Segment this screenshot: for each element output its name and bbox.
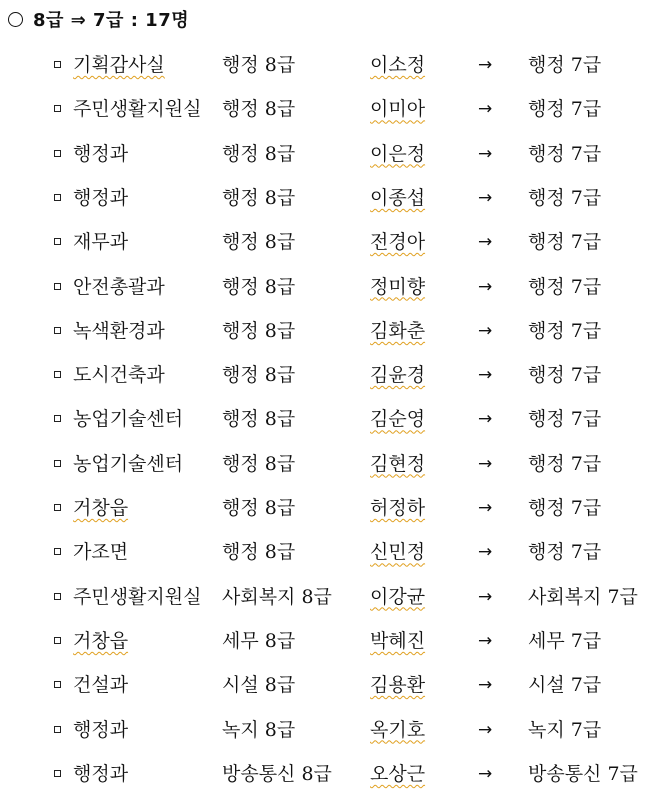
employee-name: 이강균 (370, 585, 426, 608)
promoted-grade: 행정 7급 (528, 408, 602, 431)
arrow-icon: → (478, 675, 493, 696)
department-label: 거창읍 (73, 497, 129, 519)
current-grade: 행정 8급 (222, 231, 296, 254)
list-item (0, 715, 670, 745)
employee-name: 신민정 (370, 541, 426, 564)
promoted-grade: 시설 7급 (528, 674, 602, 697)
current-grade: 행정 8급 (222, 186, 296, 209)
current-grade: 행정 8급 (222, 98, 296, 121)
promoted-grade: 행정 7급 (528, 364, 602, 387)
employee-name: 전경아 (370, 231, 426, 254)
department-label: 주민생활지원실 (73, 585, 202, 608)
employee-name: 김용환 (370, 674, 426, 697)
current-grade: 녹지 8급 (222, 718, 296, 741)
employee-name: 김현정 (370, 452, 426, 475)
heading-text: 8급 ⇒ 7급 : 17명 (33, 10, 190, 31)
list-item (0, 139, 670, 169)
employee-name: 이미아 (370, 98, 426, 121)
arrow-icon: → (478, 99, 493, 120)
arrow-icon: → (478, 187, 493, 208)
department-label: 농업기술센터 (73, 408, 184, 431)
arrow-icon: → (478, 630, 493, 651)
list-item (0, 360, 670, 390)
department-label: 안전총괄과 (73, 275, 165, 298)
department-label: 기획감사실 (73, 54, 165, 76)
current-grade: 행정 8급 (222, 364, 296, 387)
small-square-icon (54, 637, 61, 644)
small-square-icon (54, 460, 61, 467)
department-label: 거창읍 (73, 629, 129, 652)
current-grade: 시설 8급 (222, 674, 296, 697)
promoted-grade: 행정 7급 (528, 186, 602, 209)
employee-name: 옥기호 (370, 718, 426, 741)
department-label: 주민생활지원실 (73, 98, 202, 121)
list-item (0, 582, 670, 612)
employee-name: 이소정 (370, 54, 426, 76)
small-square-icon (54, 726, 61, 733)
small-square-icon (54, 504, 61, 511)
current-grade: 행정 8급 (222, 54, 296, 76)
current-grade: 행정 8급 (222, 275, 296, 298)
small-square-icon (54, 415, 61, 422)
small-square-icon (54, 593, 61, 600)
current-grade: 행정 8급 (222, 452, 296, 475)
list-item (0, 537, 670, 567)
employee-name: 김윤경 (370, 364, 426, 387)
arrow-icon: → (478, 453, 493, 474)
small-square-icon (54, 105, 61, 112)
department-label: 행정과 (73, 186, 129, 209)
employee-name: 오상근 (370, 762, 426, 785)
promoted-grade: 행정 7급 (528, 142, 602, 165)
promoted-grade: 행정 7급 (528, 231, 602, 254)
arrow-icon: → (478, 276, 493, 297)
department-label: 행정과 (73, 142, 129, 165)
promoted-grade: 행정 7급 (528, 541, 602, 564)
promoted-grade: 행정 7급 (528, 275, 602, 298)
arrow-icon: → (478, 498, 493, 518)
arrow-icon: → (478, 143, 493, 164)
arrow-icon: → (478, 763, 493, 784)
hollow-circle-icon (8, 12, 23, 27)
promoted-grade: 사회복지 7급 (528, 585, 638, 608)
arrow-icon: → (478, 542, 493, 563)
section-heading (8, 6, 189, 32)
department-label: 농업기술센터 (73, 452, 184, 475)
department-label: 도시건축과 (73, 364, 165, 387)
small-square-icon (54, 283, 61, 290)
department-label: 녹색환경과 (73, 319, 165, 342)
arrow-icon: → (478, 320, 493, 341)
list-item (0, 626, 670, 656)
current-grade: 방송통신 8급 (222, 762, 332, 785)
department-label: 행정과 (73, 762, 129, 785)
small-square-icon (54, 371, 61, 378)
list-item (0, 272, 670, 302)
small-square-icon (54, 238, 61, 245)
current-grade: 행정 8급 (222, 142, 296, 165)
department-label: 가조면 (73, 541, 129, 564)
list-item (0, 759, 670, 789)
list-item (0, 316, 670, 346)
promoted-grade: 방송통신 7급 (528, 762, 638, 785)
current-grade: 행정 8급 (222, 408, 296, 431)
arrow-icon: → (478, 55, 493, 75)
list-item (0, 227, 670, 257)
arrow-icon: → (478, 232, 493, 253)
employee-name: 이종섭 (370, 186, 426, 209)
arrow-icon: → (478, 586, 493, 607)
department-label: 행정과 (73, 718, 129, 741)
small-square-icon (54, 770, 61, 777)
small-square-icon (54, 327, 61, 334)
employee-name: 허정하 (370, 497, 426, 519)
promoted-grade: 세무 7급 (528, 629, 602, 652)
list-item (0, 183, 670, 213)
small-square-icon (54, 194, 61, 201)
employee-name: 김화춘 (370, 319, 426, 342)
employee-name: 이은정 (370, 142, 426, 165)
promoted-grade: 행정 7급 (528, 497, 602, 519)
promoted-grade: 행정 7급 (528, 319, 602, 342)
employee-name: 박혜진 (370, 629, 426, 652)
promoted-grade: 행정 7급 (528, 54, 602, 76)
list-item (0, 50, 670, 80)
current-grade: 행정 8급 (222, 497, 296, 519)
promoted-grade: 녹지 7급 (528, 718, 602, 741)
department-label: 재무과 (73, 231, 129, 254)
arrow-icon: → (478, 409, 493, 430)
current-grade: 세무 8급 (222, 629, 296, 652)
promoted-grade: 행정 7급 (528, 98, 602, 121)
small-square-icon (54, 61, 61, 68)
small-square-icon (54, 548, 61, 555)
promoted-grade: 행정 7급 (528, 452, 602, 475)
current-grade: 행정 8급 (222, 319, 296, 342)
list-item (0, 449, 670, 479)
small-square-icon (54, 681, 61, 688)
list-item (0, 493, 670, 523)
small-square-icon (54, 150, 61, 157)
arrow-icon: → (478, 365, 493, 386)
list-item (0, 94, 670, 124)
arrow-icon: → (478, 719, 493, 740)
employee-name: 정미향 (370, 275, 426, 298)
list-item (0, 670, 670, 700)
current-grade: 사회복지 8급 (222, 585, 332, 608)
list-item (0, 404, 670, 434)
current-grade: 행정 8급 (222, 541, 296, 564)
department-label: 건설과 (73, 674, 129, 697)
employee-name: 김순영 (370, 408, 426, 431)
